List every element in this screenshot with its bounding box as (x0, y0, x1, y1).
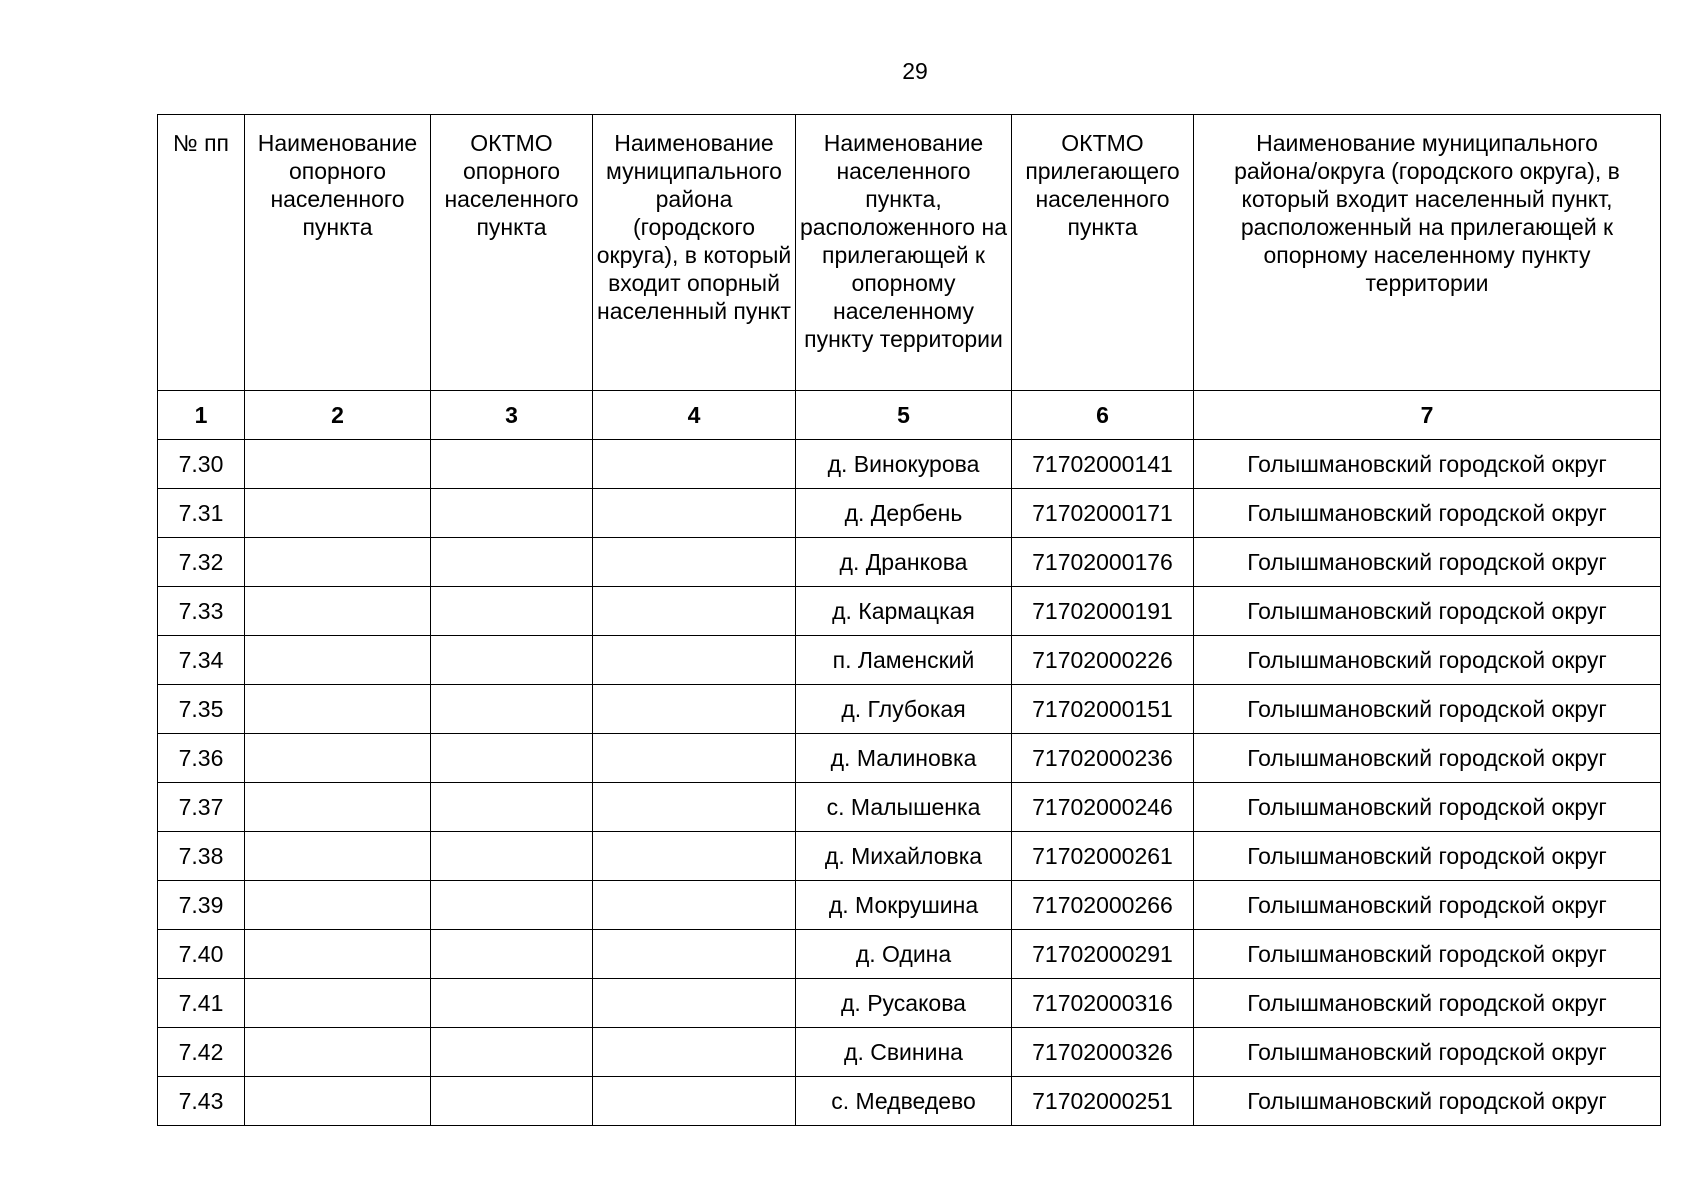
adjacent-name-cell: д. Михайловка (796, 832, 1012, 881)
page-number: 29 (902, 58, 928, 84)
header-cell-number: № пп (158, 115, 245, 391)
column-number: 2 (245, 391, 431, 440)
adjacent-district-cell: Голышмановский городской округ (1194, 587, 1661, 636)
adjacent-oktmo-cell: 71702000141 (1012, 440, 1194, 489)
hub-oktmo-cell (431, 440, 593, 489)
hub-name-cell (245, 587, 431, 636)
adjacent-district-cell: Голышмановский городской округ (1194, 636, 1661, 685)
table-body (158, 440, 1661, 1126)
adjacent-oktmo-cell: 71702000246 (1012, 783, 1194, 832)
header-cell-adjacent-district: Наименование муниципального района/округа (городского округа), в который входит населенный пункт, расположенный на прилегающей к опорному населенному пункту территории (1194, 115, 1661, 391)
adjacent-name-cell: д. Дербень (796, 489, 1012, 538)
hub-name-cell (245, 832, 431, 881)
hub-district-cell (593, 832, 796, 881)
adjacent-name-cell: д. Малиновка (796, 734, 1012, 783)
column-number-row (158, 391, 1661, 440)
adjacent-name-cell: д. Дранкова (796, 538, 1012, 587)
hub-name-cell (245, 685, 431, 734)
hub-oktmo-cell (431, 979, 593, 1028)
adjacent-oktmo-cell: 71702000266 (1012, 881, 1194, 930)
hub-name-cell (245, 489, 431, 538)
hub-name-cell (245, 1028, 431, 1077)
hub-oktmo-cell (431, 832, 593, 881)
hub-district-cell (593, 587, 796, 636)
table-row (158, 930, 1661, 979)
adjacent-name-cell: д. Одина (796, 930, 1012, 979)
hub-district-cell (593, 489, 796, 538)
hub-district-cell (593, 636, 796, 685)
table-row (158, 587, 1661, 636)
adjacent-oktmo-cell: 71702000316 (1012, 979, 1194, 1028)
adjacent-district-cell: Голышмановский городской округ (1194, 685, 1661, 734)
header-cell-adjacent-name: Наименование населенного пункта, расположенного на прилегающей к опорному населенному пункту территории (796, 115, 1012, 391)
hub-district-cell (593, 734, 796, 783)
hub-name-cell (245, 734, 431, 783)
hub-district-cell (593, 930, 796, 979)
adjacent-district-cell: Голышмановский городской округ (1194, 440, 1661, 489)
row-number-cell: 7.39 (158, 881, 245, 930)
hub-oktmo-cell (431, 587, 593, 636)
adjacent-oktmo-cell: 71702000261 (1012, 832, 1194, 881)
row-number-cell: 7.40 (158, 930, 245, 979)
table-row (158, 440, 1661, 489)
column-number: 3 (431, 391, 593, 440)
hub-district-cell (593, 1077, 796, 1126)
row-number-cell: 7.37 (158, 783, 245, 832)
adjacent-district-cell: Голышмановский городской округ (1194, 1028, 1661, 1077)
hub-oktmo-cell (431, 881, 593, 930)
hub-oktmo-cell (431, 1028, 593, 1077)
adjacent-name-cell: д. Винокурова (796, 440, 1012, 489)
adjacent-name-cell: д. Мокрушина (796, 881, 1012, 930)
adjacent-district-cell: Голышмановский городской округ (1194, 783, 1661, 832)
row-number-cell: 7.32 (158, 538, 245, 587)
row-number-cell: 7.36 (158, 734, 245, 783)
header-cell-hub-name: Наименование опорного населенного пункта (245, 115, 431, 391)
adjacent-oktmo-cell: 71702000151 (1012, 685, 1194, 734)
hub-oktmo-cell (431, 538, 593, 587)
adjacent-name-cell: п. Ламенский (796, 636, 1012, 685)
column-number: 7 (1194, 391, 1661, 440)
table-row (158, 1028, 1661, 1077)
table-row (158, 783, 1661, 832)
hub-name-cell (245, 1077, 431, 1126)
header-cell-hub-oktmo: ОКТМО опорного населенного пункта (431, 115, 593, 391)
table-row (158, 832, 1661, 881)
header-cell-adjacent-oktmo: ОКТМО прилегающего населенного пункта (1012, 115, 1194, 391)
adjacent-name-cell: д. Глубокая (796, 685, 1012, 734)
adjacent-name-cell: д. Свинина (796, 1028, 1012, 1077)
hub-name-cell (245, 979, 431, 1028)
hub-district-cell (593, 979, 796, 1028)
adjacent-district-cell: Голышмановский городской округ (1194, 979, 1661, 1028)
hub-oktmo-cell (431, 489, 593, 538)
table-row (158, 685, 1661, 734)
table-row (158, 734, 1661, 783)
table-row (158, 489, 1661, 538)
row-number-cell: 7.35 (158, 685, 245, 734)
hub-oktmo-cell (431, 930, 593, 979)
hub-district-cell (593, 783, 796, 832)
header-cell-hub-district: Наименование муниципального района (городского округа), в который входит опорный населенный пункт (593, 115, 796, 391)
hub-district-cell (593, 1028, 796, 1077)
row-number-cell: 7.43 (158, 1077, 245, 1126)
adjacent-district-cell: Голышмановский городской округ (1194, 734, 1661, 783)
table-row (158, 1077, 1661, 1126)
hub-name-cell (245, 440, 431, 489)
header-row (158, 115, 1661, 391)
adjacent-oktmo-cell: 71702000171 (1012, 489, 1194, 538)
hub-name-cell (245, 930, 431, 979)
hub-district-cell (593, 538, 796, 587)
adjacent-district-cell: Голышмановский городской округ (1194, 832, 1661, 881)
hub-oktmo-cell (431, 734, 593, 783)
row-number-cell: 7.31 (158, 489, 245, 538)
adjacent-oktmo-cell: 71702000226 (1012, 636, 1194, 685)
adjacent-oktmo-cell: 71702000291 (1012, 930, 1194, 979)
adjacent-name-cell: с. Медведево (796, 1077, 1012, 1126)
row-number-cell: 7.42 (158, 1028, 245, 1077)
hub-oktmo-cell (431, 685, 593, 734)
row-number-cell: 7.33 (158, 587, 245, 636)
column-number: 4 (593, 391, 796, 440)
row-number-cell: 7.41 (158, 979, 245, 1028)
adjacent-name-cell: д. Русакова (796, 979, 1012, 1028)
table-row (158, 538, 1661, 587)
adjacent-name-cell: д. Кармацкая (796, 587, 1012, 636)
adjacent-oktmo-cell: 71702000176 (1012, 538, 1194, 587)
adjacent-oktmo-cell: 71702000251 (1012, 1077, 1194, 1126)
table-row (158, 636, 1661, 685)
hub-oktmo-cell (431, 783, 593, 832)
column-number: 6 (1012, 391, 1194, 440)
hub-name-cell (245, 538, 431, 587)
adjacent-district-cell: Голышмановский городской округ (1194, 489, 1661, 538)
row-number-cell: 7.38 (158, 832, 245, 881)
table-row (158, 881, 1661, 930)
hub-district-cell (593, 881, 796, 930)
adjacent-district-cell: Голышмановский городской округ (1194, 538, 1661, 587)
hub-oktmo-cell (431, 1077, 593, 1126)
hub-name-cell (245, 881, 431, 930)
settlements-table (157, 114, 1661, 1126)
hub-district-cell (593, 440, 796, 489)
adjacent-oktmo-cell: 71702000236 (1012, 734, 1194, 783)
adjacent-name-cell: с. Малышенка (796, 783, 1012, 832)
row-number-cell: 7.30 (158, 440, 245, 489)
column-number: 5 (796, 391, 1012, 440)
adjacent-district-cell: Голышмановский городской округ (1194, 1077, 1661, 1126)
hub-name-cell (245, 636, 431, 685)
adjacent-oktmo-cell: 71702000326 (1012, 1028, 1194, 1077)
hub-oktmo-cell (431, 636, 593, 685)
column-number: 1 (158, 391, 245, 440)
hub-district-cell (593, 685, 796, 734)
table-row (158, 979, 1661, 1028)
adjacent-district-cell: Голышмановский городской округ (1194, 930, 1661, 979)
adjacent-district-cell: Голышмановский городской округ (1194, 881, 1661, 930)
hub-name-cell (245, 783, 431, 832)
row-number-cell: 7.34 (158, 636, 245, 685)
adjacent-oktmo-cell: 71702000191 (1012, 587, 1194, 636)
